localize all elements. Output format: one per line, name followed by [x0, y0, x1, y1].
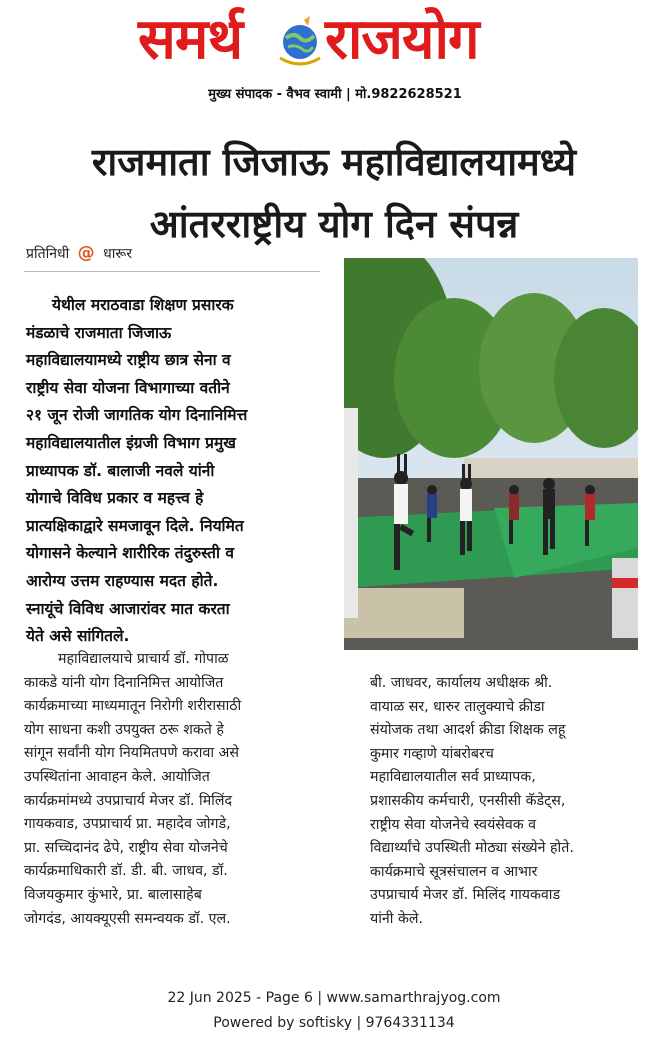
body-line: संयोजक तथा आदर्श क्रीडा शिक्षक लहू: [370, 722, 566, 739]
lead-line: महाविद्यालयातील इंग्रजी विभाग प्रमुख: [26, 433, 236, 452]
body-line: उपप्राचार्य मेजर डॉ. मिलिंद गायकवाड: [370, 887, 561, 904]
body-line: कार्यक्रमाधिकारी डॉ. डी. बी. जाधव, डॉ.: [24, 863, 228, 880]
body-line: काकडे यांनी योग दिनानिमित्त आयोजित: [24, 674, 224, 691]
footer-powered-by: Powered by softisky | 9764331134: [213, 1015, 455, 1031]
lead-line: मंडळाचे राजमाता जिजाऊ: [26, 323, 172, 342]
body-column-left: [24, 648, 354, 931]
body-line: बी. जाधवर, कार्यालय अधीक्षक श्री.: [370, 675, 553, 691]
body-line: यांनी केले.: [370, 910, 423, 927]
lead-line: महाविद्यालयामध्ये राष्ट्रीय छात्र सेना व: [26, 351, 231, 370]
body-line: कुमार गव्हाणे यांबरोबरच: [370, 745, 494, 762]
body-line: उपस्थितांना आवाहन केले. आयोजित: [24, 768, 210, 785]
lead-paragraph: [26, 292, 326, 651]
byline-divider: [24, 271, 320, 272]
body-line: कार्यक्रमांमध्ये उपप्राचार्य मेजर डॉ. मिलिंद: [24, 792, 233, 809]
body-line: प्रशासकीय कर्मचारी, एनसीसी कॅडेट्स,: [370, 792, 566, 809]
byline-label: प्रतिनिधी: [26, 246, 70, 262]
masthead: [0, 0, 668, 100]
body-line: जोगदंड, आयक्यूएसी समन्वयक डॉ. एल.: [24, 910, 231, 927]
body-line: सांगून सर्वांनी योग नियमितपणे करावा असे: [24, 745, 239, 762]
body-line: प्रा. सच्चिदानंद ढेपे, राष्ट्रीय सेवा योजनेचे: [24, 839, 228, 856]
byline-place: धारूर: [103, 246, 132, 262]
body-column-right: [370, 672, 660, 932]
masthead-title-left: समर्थ: [138, 7, 243, 72]
body-line: योग साधना कशी उपयुक्त ठरू शकते हे: [24, 721, 224, 738]
body-line: महाविद्यालयातील सर्व प्राध्यापक,: [370, 769, 536, 786]
headline-line-2: आंतरराष्ट्रीय योग दिन संपन्न: [149, 202, 519, 247]
body-line: महाविद्यालयाचे प्राचार्य डॉ. गोपाळ: [58, 651, 229, 667]
lead-line: राष्ट्रीय सेवा योजना विभागाच्या वतीने: [26, 378, 230, 397]
lead-line: योगासने केल्याने शारीरिक तंदुरुस्ती व: [26, 544, 235, 563]
lead-line: योगाचे विविध प्रकार व महत्त्व हे: [26, 489, 204, 508]
globe-logo-icon: [270, 14, 330, 74]
body-line: विजयकुमार कुंभारे, प्रा. बालासाहेब: [24, 886, 202, 903]
lead-line: येथील मराठवाडा शिक्षण प्रसारक: [52, 296, 234, 314]
body-line: विद्यार्थ्यांचे उपस्थिती मोठ्या संख्येने होते.: [370, 840, 574, 857]
masthead-title-right: राजयोग: [325, 7, 479, 72]
lead-line: २१ जून रोजी जागतिक योग दिनानिमित्त: [26, 406, 248, 425]
body-line: गायकवाड, उपप्राचार्य प्रा. महादेव जोगडे,: [24, 816, 231, 833]
yoga-event-photo: [344, 258, 638, 650]
body-line: कार्यक्रमाचे सूत्रसंचालन व आभार: [370, 863, 538, 880]
lead-line: प्राध्यापक डॉ. बालाजी नवले यांनी: [26, 461, 215, 480]
body-line: राष्ट्रीय सेवा योजनेचे स्वयंसेवक व: [370, 816, 537, 833]
body-line: वायाळ सर, धारुर तालुक्याचे क्रीडा: [370, 698, 545, 715]
at-icon: @: [77, 243, 95, 263]
lead-line: प्रात्यक्षिकाद्वारे समजावून दिले. नियमित: [26, 516, 244, 535]
lead-line: स्नायूंचे विविध आजारांवर मात करता: [26, 599, 230, 618]
byline: [26, 243, 132, 263]
editor-contact-line: मुख्य संपादक - वैभव स्वामी | मो.9822628521: [208, 87, 462, 102]
lead-line: आरोग्य उत्तम राहण्यास मदत होते.: [26, 571, 219, 590]
lead-line: येते असे सांगितले.: [26, 627, 130, 646]
footer-date-page: 22 Jun 2025 - Page 6 | www.samarthrajyog.com: [167, 990, 501, 1006]
yoga-photo-illustration: [344, 258, 638, 650]
body-line: कार्यक्रमाच्या माध्यमातून निरोगी शरीरासाठी: [24, 698, 242, 715]
headline-line-1: राजमाता जिजाऊ महाविद्यालयामध्ये: [91, 140, 577, 185]
